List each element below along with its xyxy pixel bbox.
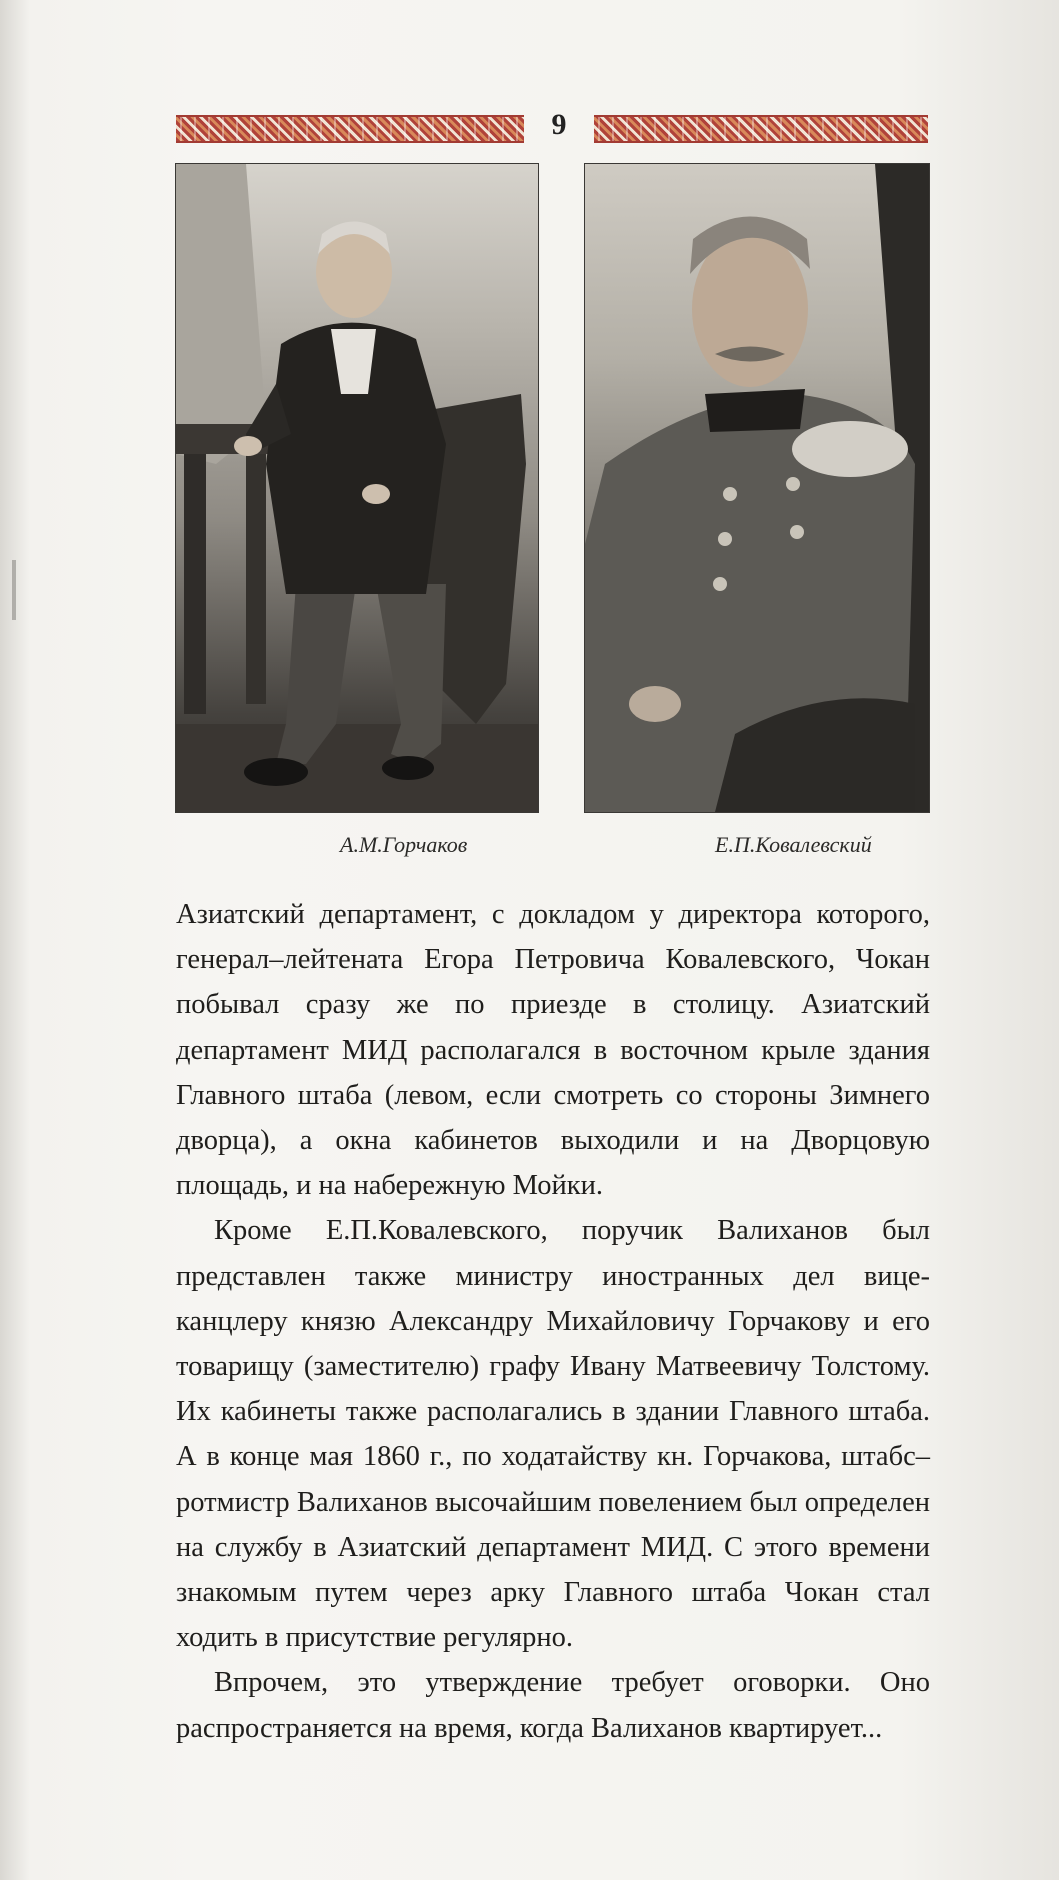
page-header [176,108,928,142]
binding-mark [12,560,16,620]
page-number: 9 [551,108,567,141]
header-ornament-left [176,115,524,143]
portrait-kovalevsky-image [585,164,929,812]
portrait-photo-gorchakov [176,164,538,812]
paragraph: Азиатский департамент, с докладом у директора которого, генерал–лейтената Егора Петровича Ковалевского, Чокан побывал сразу же по приезде в столицу. Азиатский департамент МИД располагался в восточном крыле здания Главного штаба (левом, если смотреть со стороны Зимнего дворца), а окна кабинетов выходили и на Дворцовую площадь, и на набережную Мойки. [176,899,930,1202]
paragraph: Впрочем, это утверждение требует оговорки. Оно распространяется на время, когда Валиханов квартирует... [176,1667,930,1744]
photo-caption-left: А.М.Горчаков [340,832,468,857]
portrait-photo-kovalevsky [585,164,929,812]
photo-caption-right: Е.П.Ковалевский [715,832,872,857]
header-ornament-right [594,115,928,143]
portrait-gorchakov-image [176,164,538,812]
body-text [176,892,930,1751]
paragraph: Кроме Е.П.Ковалевского, поручик Валиханов был представлен также министру иностранных дел вице-канцлеру князю Александру Михайловичу Горчакову и его товарищу (заместителю) графу Ивану Матвеевичу Толстому. Их кабинеты также располагались в здании Главного штаба. А в конце мая 1860 г., по ходатайству кн. Горчакова, штабс–ротмистр Валиханов высочайшим повелением был определен на службу в Азиатский департамент МИД. С этого времени знакомым путем через арку Главного штаба Чокан стал ходить в присутствие регулярно. [176,1215,930,1654]
